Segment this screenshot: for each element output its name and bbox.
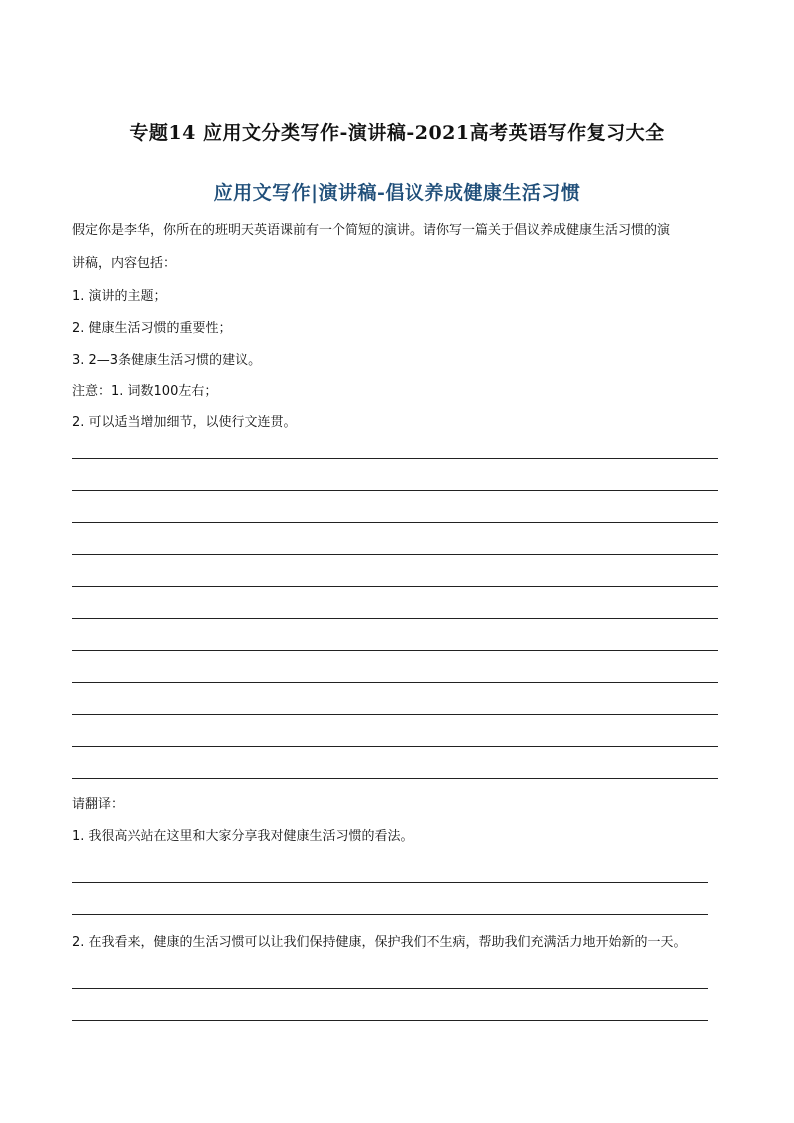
page-title: 专题14 应用文分类写作-演讲稿-2021高考英语写作复习大全 <box>129 122 665 144</box>
prompt-note-2: 2. 可以适当增加细节，以使行文连贯。 <box>72 415 297 430</box>
prompt-item-2: 2. 健康生活习惯的重要性； <box>72 321 232 336</box>
translation-heading: 请翻译： <box>72 797 125 812</box>
writing-line[interactable] <box>72 682 718 683</box>
prompt-note-1: 注意：1. 词数100左右； <box>72 384 218 399</box>
answer-line[interactable] <box>72 988 708 989</box>
writing-line[interactable] <box>72 586 718 587</box>
prompt-item-3: 3. 2—3条健康生活习惯的建议。 <box>72 353 262 368</box>
translation-question-2: 2. 在我看来，健康的生活习惯可以让我们保持健康，保护我们不生病，帮助我们充满活力地开始新的一天。 <box>72 935 687 950</box>
writing-line[interactable] <box>72 490 718 491</box>
prompt-intro-line-2: 讲稿，内容包括： <box>72 256 177 271</box>
writing-line[interactable] <box>72 522 718 523</box>
answer-line[interactable] <box>72 882 708 883</box>
writing-line[interactable] <box>72 714 718 715</box>
translation-question-1: 1. 我很高兴站在这里和大家分享我对健康生活习惯的看法。 <box>72 829 414 844</box>
writing-line[interactable] <box>72 778 718 779</box>
section-title: 应用文写作|演讲稿-倡议养成健康生活习惯 <box>213 182 581 204</box>
answer-line[interactable] <box>72 1020 708 1021</box>
prompt-intro-line-1: 假定你是李华，你所在的班明天英语课前有一个简短的演讲。请你写一篇关于倡议养成健康生活习惯的演 <box>72 223 671 238</box>
writing-line[interactable] <box>72 650 718 651</box>
writing-line[interactable] <box>72 746 718 747</box>
writing-line[interactable] <box>72 618 718 619</box>
prompt-item-1: 1. 演讲的主题； <box>72 289 167 304</box>
writing-line[interactable] <box>72 458 718 459</box>
answer-line[interactable] <box>72 914 708 915</box>
writing-line[interactable] <box>72 554 718 555</box>
